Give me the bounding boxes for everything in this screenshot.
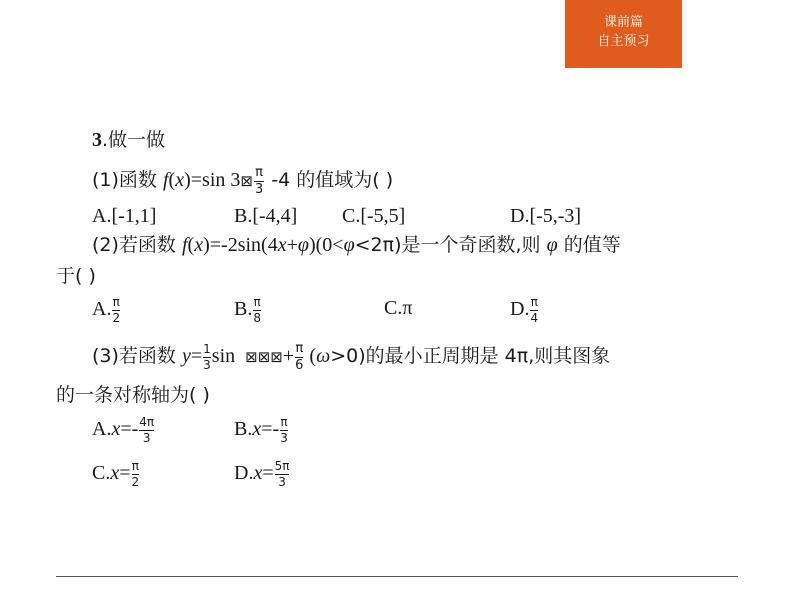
q3-b-var: x xyxy=(252,418,262,441)
q2-b-den: 8 xyxy=(253,311,261,325)
q2-option-b-label: B. xyxy=(234,298,253,321)
q3-b-frac xyxy=(280,416,288,445)
q2-option-c: C.π xyxy=(384,297,413,319)
q2-text-e: 的值等 xyxy=(557,234,621,256)
q3-c-var: x xyxy=(110,462,120,485)
q3-options-row-2 xyxy=(92,460,492,496)
q2-text-d: <2π)是一个奇函数,则 xyxy=(354,234,547,256)
q2-options xyxy=(92,296,712,330)
question-1: (1)函数 f(x)=sin 3⊠ $\frac{\pi}{3}$ -4 的值域为( ) xyxy=(92,165,394,197)
heading-text: .做一做 xyxy=(102,129,166,151)
q2-option-a-label: A. xyxy=(92,298,112,321)
question-2-line-1: (2)若函数 f(x)=-2sin(4x+φ)(0<φ<2π)是一个奇函数,则 φ 的值等 xyxy=(92,234,621,256)
q1-garbled-glyph: ⊠ xyxy=(240,172,253,191)
q1-option-b: B.[-4,4] xyxy=(234,205,298,227)
footer-divider xyxy=(56,576,738,577)
q3-d-frac xyxy=(275,460,290,489)
q2-d-den: 4 xyxy=(530,311,539,325)
q1-frac-num: π xyxy=(255,165,263,180)
q2-option-d xyxy=(510,296,539,325)
q3-option-a xyxy=(92,416,155,445)
q3-d-label: D. xyxy=(234,462,254,485)
q2-a-num: π xyxy=(112,295,120,309)
heading-number: 3 xyxy=(92,129,102,151)
q3-frac-num: π xyxy=(295,341,304,356)
q2-text-c: )(0< xyxy=(308,234,344,256)
q1-suffix: -4 的值域为( ) xyxy=(265,169,394,192)
q3-garbled-glyph: ⊠⊠⊠ xyxy=(245,348,283,367)
q3-d-den: 3 xyxy=(278,475,286,489)
q2-option-d-frac xyxy=(530,296,538,325)
q3-frac xyxy=(295,342,303,373)
q1-f: f xyxy=(162,169,169,192)
q3-coef-num: 1 xyxy=(203,342,211,356)
q3-c-den: 2 xyxy=(131,475,140,489)
q1-frac-den: 3 xyxy=(254,182,264,197)
q3-text-b: >0)的最小正周期是 4π,则其图象 xyxy=(330,345,611,368)
q2-phi-1: φ xyxy=(297,234,309,256)
q2-b-num: π xyxy=(253,295,261,309)
q2-option-a-frac xyxy=(112,296,120,325)
q3-frac-den: 6 xyxy=(295,358,304,373)
tab-line-2: 自主预习 xyxy=(597,34,650,49)
q3-b-label: B. xyxy=(234,418,253,441)
question-3-line-1: (3)若函数 y= $\frac{1}{3}$ sin ⊠⊠⊠+ $\frac{\pi}{6}$ (ω>0)的最小正周期是 4π,则其图象 xyxy=(92,341,611,373)
exercise-heading xyxy=(92,128,165,152)
q2-option-d-label: D. xyxy=(510,298,530,321)
q3-c-label: C. xyxy=(92,462,111,485)
q3-sin: sin xyxy=(211,345,236,368)
q2-text-b: )=-2sin(4 xyxy=(203,234,278,256)
q3-c-frac xyxy=(132,460,140,489)
q1-mid: )=sin 3 xyxy=(184,169,241,192)
q3-line-2: 的一条对称轴为( ) xyxy=(56,384,210,406)
q3-a-var: x xyxy=(111,418,121,441)
q1-x: x xyxy=(175,169,185,192)
q3-text-a: (3)若函数 xyxy=(92,345,182,368)
q3-a-label: A. xyxy=(92,418,112,441)
q2-text-a: (2)若函数 xyxy=(92,234,182,256)
q3-options-row-1 xyxy=(92,416,492,452)
q3-d-num: 5π xyxy=(274,459,290,473)
q3-a-num: 4π xyxy=(139,415,155,429)
q3-eq: = xyxy=(190,345,203,368)
q3-option-b xyxy=(234,416,289,445)
q3-plus: + xyxy=(282,345,295,368)
q2-option-a xyxy=(92,296,121,325)
q3-b-den: 3 xyxy=(280,431,288,445)
q2-line-2: 于( ) xyxy=(56,265,96,287)
q3-c-num: π xyxy=(131,459,139,473)
q3-y: y xyxy=(181,345,191,368)
q3-a-den: 3 xyxy=(142,431,151,445)
q1-option-a: A.[-1,1] xyxy=(92,205,157,227)
q3-b-num: π xyxy=(280,415,288,429)
q2-option-b xyxy=(234,296,262,325)
q3-d-var: x xyxy=(253,462,263,485)
q3-d-eq: = xyxy=(262,462,274,485)
q3-a-frac xyxy=(139,416,154,445)
q2-phi-3: φ xyxy=(546,234,558,256)
q1-option-c: C.[-5,5] xyxy=(342,205,406,227)
q3-coef-frac xyxy=(203,343,211,372)
q1-prefix: (1)函数 xyxy=(92,169,163,192)
q3-option-d xyxy=(234,460,290,489)
q3-c-eq: = xyxy=(119,462,131,485)
q3-b-eq: =- xyxy=(261,418,280,441)
question-2-line-2 xyxy=(56,264,96,288)
tab-line-1: 课前篇 xyxy=(603,15,643,30)
q3-omega: ω xyxy=(316,345,331,368)
q3-option-c xyxy=(92,460,140,489)
section-tab xyxy=(565,0,682,68)
q1-option-d: D.[-5,-3] xyxy=(510,205,582,227)
q2-option-b-frac xyxy=(253,296,261,325)
q2-a-den: 2 xyxy=(112,311,121,325)
q2-d-num: π xyxy=(530,295,538,309)
q3-coef-den: 3 xyxy=(203,358,211,372)
q2-phi-2: φ xyxy=(343,234,355,256)
q1-fraction xyxy=(254,166,264,197)
question-3-line-2 xyxy=(56,383,210,407)
q3-a-eq: =- xyxy=(120,418,139,441)
